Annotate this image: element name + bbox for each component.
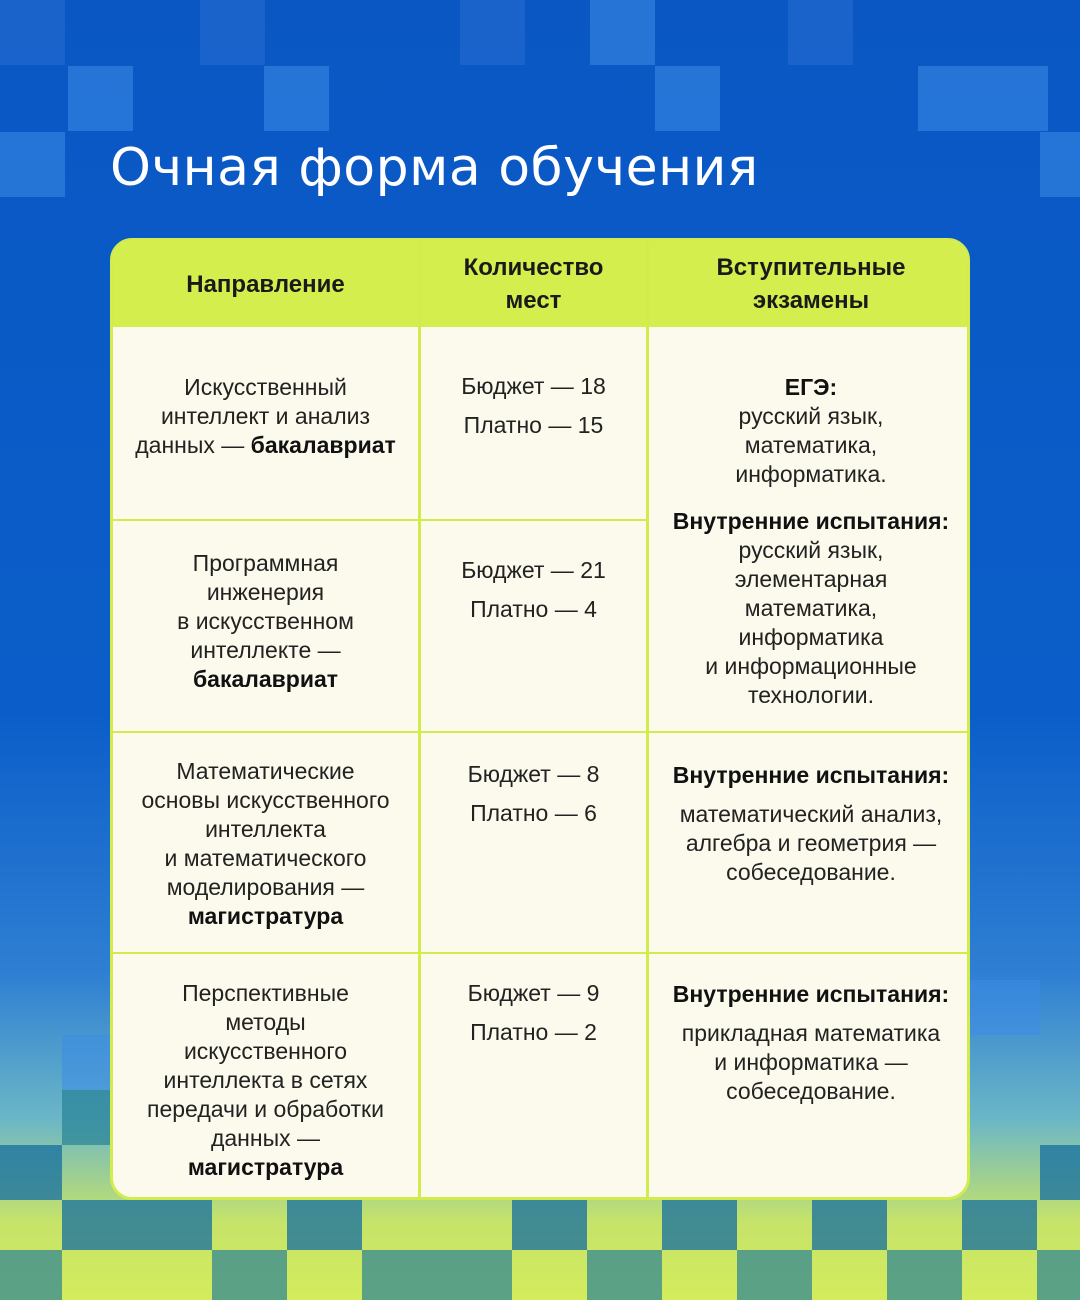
direction-line: искусственного: [183, 1038, 348, 1064]
exam-line: элементарная: [734, 566, 888, 592]
header-seats-label-2: мест: [505, 287, 562, 314]
exams-cell-bachelor: [649, 373, 970, 710]
budget-seats: Бюджет — 9: [467, 980, 600, 1006]
direction-line: основы искусственного: [141, 787, 390, 813]
direction-cell-1: [113, 373, 418, 460]
bg-square: [460, 0, 525, 65]
row-divider: [113, 519, 646, 521]
bg-square: [62, 1090, 110, 1145]
bg-square: [662, 1200, 737, 1250]
bg-square: [1040, 1145, 1080, 1200]
bg-square: [0, 1145, 62, 1200]
paid-seats: Платно — 15: [463, 412, 604, 438]
exam-line: и информатика —: [714, 1049, 908, 1075]
direction-line: инженерия: [206, 579, 325, 605]
bg-square: [0, 1250, 62, 1300]
seats-cell-2: [421, 551, 646, 629]
bg-square: [62, 1035, 110, 1090]
exam-line: алгебра и геометрия —: [685, 830, 937, 856]
exams-cell-master-2: [649, 980, 970, 1106]
direction-line: Математические: [176, 758, 355, 784]
degree-level: магистратура: [187, 1154, 344, 1180]
bg-square: [788, 0, 853, 65]
degree-level: бакалавриат: [250, 432, 396, 458]
exam-line: собеседование.: [726, 1078, 896, 1104]
internal-tests-heading: Внутренние испытания:: [672, 981, 950, 1007]
direction-line: данных —: [210, 1125, 321, 1151]
bg-square: [0, 0, 65, 65]
header-seats-label-1: Количество: [463, 254, 604, 281]
exam-line: технологии.: [748, 682, 874, 708]
bg-square: [887, 1250, 962, 1300]
exam-line: математика,: [744, 595, 878, 621]
direction-cell-4: [113, 979, 418, 1182]
bg-square: [1037, 1250, 1080, 1300]
direction-cell-3: [113, 757, 418, 931]
direction-line: и математического: [164, 845, 367, 871]
direction-text: данных —: [135, 432, 251, 458]
exam-line: русский язык,: [738, 537, 884, 563]
direction-line: передачи и обработки: [147, 1096, 384, 1122]
internal-tests-heading: Внутренние испытания:: [672, 508, 950, 534]
paid-seats: Платно — 4: [470, 596, 597, 622]
direction-line: Искусственный: [184, 374, 347, 400]
bg-square: [264, 66, 329, 131]
direction-line: интеллекта в сетях: [163, 1067, 368, 1093]
direction-line: интеллекте —: [190, 637, 341, 663]
bg-square: [812, 1200, 887, 1250]
budget-seats: Бюджет — 8: [467, 761, 600, 787]
bg-square: [512, 1200, 587, 1250]
bg-square: [362, 1250, 512, 1300]
seats-cell-4: [421, 974, 646, 1052]
seats-cell-3: [421, 755, 646, 833]
exam-line: математика,: [744, 432, 878, 458]
bg-square: [287, 1200, 362, 1250]
page-title: Очная форма обучения: [110, 138, 759, 198]
paid-seats: Платно — 2: [470, 1019, 597, 1045]
degree-level: бакалавриат: [192, 666, 339, 692]
header-seats: [421, 241, 646, 327]
exam-line: информатика.: [735, 461, 887, 487]
exams-cell-master-1: [649, 761, 970, 887]
internal-tests-heading: Внутренние испытания:: [672, 762, 950, 788]
exam-line: русский язык,: [738, 403, 884, 429]
budget-seats: Бюджет — 18: [461, 373, 606, 399]
programs-table: [110, 238, 970, 1200]
exam-line: и информационные: [705, 653, 917, 679]
exam-line: математический анализ,: [679, 801, 943, 827]
direction-line: моделирования —: [166, 874, 365, 900]
degree-level: магистратура: [187, 903, 344, 929]
direction-line: интеллекта: [205, 816, 326, 842]
row-divider: [113, 731, 970, 733]
budget-seats: Бюджет — 21: [461, 557, 606, 583]
bg-square: [0, 132, 65, 197]
direction-line: Программная: [192, 550, 339, 576]
seats-cell-1: [421, 367, 646, 445]
bg-square: [918, 66, 1048, 131]
direction-line: [135, 431, 396, 460]
direction-line: методы: [225, 1009, 306, 1035]
bg-square: [200, 0, 265, 65]
header-direction-label: Направление: [186, 270, 345, 298]
direction-line: интеллект и анализ: [160, 403, 371, 429]
exam-line: информатика: [738, 624, 884, 650]
ege-heading: ЕГЭ:: [784, 374, 838, 400]
header-exams-label-2: экзамены: [752, 287, 870, 314]
exam-line: собеседование.: [726, 859, 896, 885]
bg-square: [970, 980, 1040, 1035]
bg-square: [68, 66, 133, 131]
bg-square: [587, 1250, 662, 1300]
bg-square: [590, 0, 655, 65]
direction-line: Перспективные: [182, 980, 349, 1006]
bg-square: [737, 1250, 812, 1300]
header-exams: [649, 241, 970, 327]
exam-line: прикладная математика: [681, 1020, 941, 1046]
bg-square: [137, 1200, 212, 1250]
header-direction: [113, 241, 418, 327]
bg-square: [962, 1200, 1037, 1250]
row-divider: [113, 952, 970, 954]
bg-square: [655, 66, 720, 131]
header-exams-label-1: Вступительные: [716, 254, 906, 281]
bg-square: [1040, 132, 1080, 197]
paid-seats: Платно — 6: [470, 800, 597, 826]
bg-square: [62, 1200, 137, 1250]
bg-square: [212, 1250, 287, 1300]
direction-cell-2: [113, 549, 418, 694]
direction-line: в искусственном: [177, 608, 354, 634]
